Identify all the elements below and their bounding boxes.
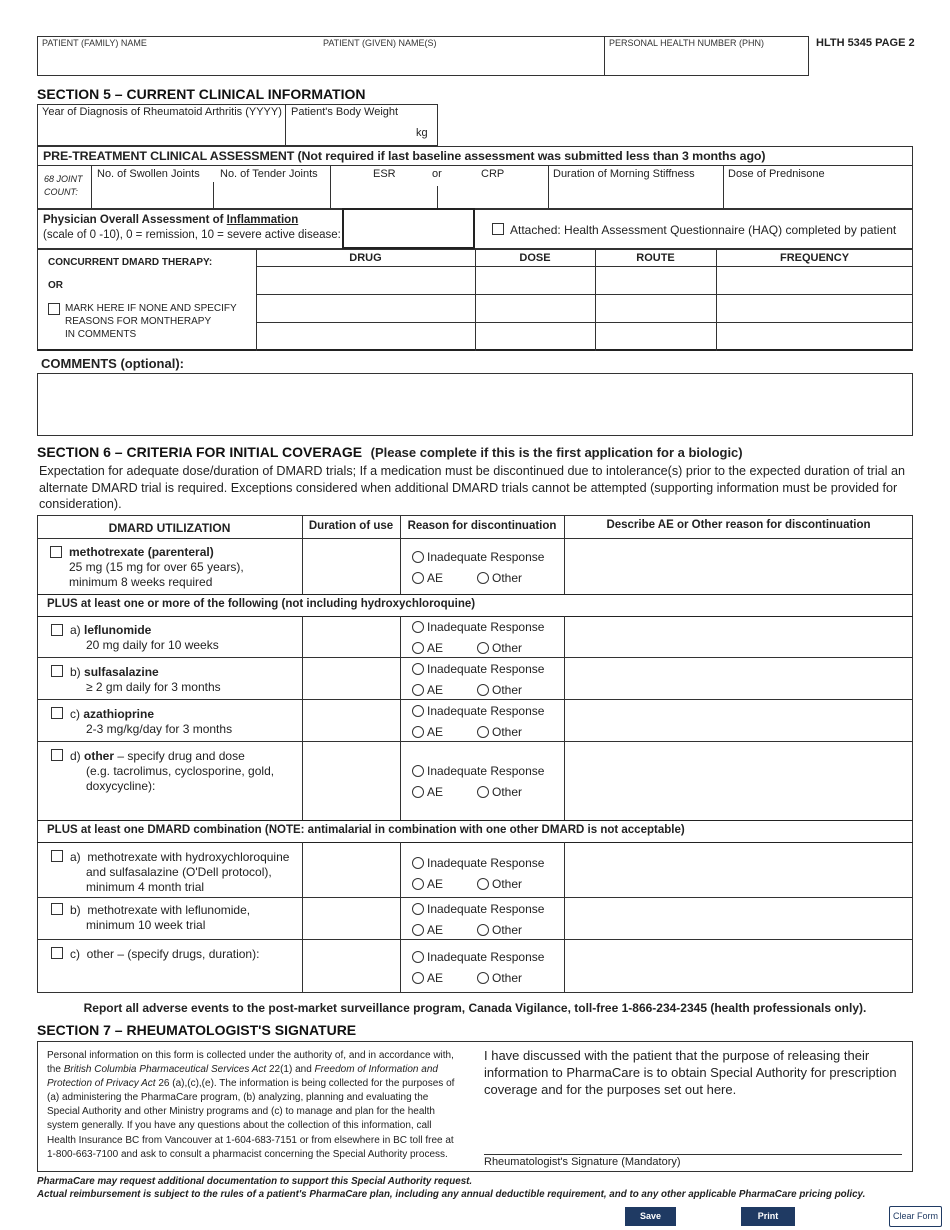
row-line-b: [37, 699, 913, 700]
combo-b-duration-field[interactable]: [304, 900, 398, 937]
radio-icon: [477, 642, 489, 654]
radio-icon: [412, 857, 424, 869]
dmard-col2-line-3: [564, 616, 565, 820]
comments-field[interactable]: [37, 373, 913, 436]
radio-icon: [412, 878, 424, 890]
plus2-bottom: [37, 842, 913, 843]
azathioprine-opt-inadequate[interactable]: [412, 704, 544, 718]
given-name-label: PATIENT (GIVEN) NAME(S): [323, 38, 437, 48]
combo-c-label: c) other – (specify drugs, duration):: [70, 947, 260, 961]
section6-title: SECTION 6 – CRITERIA FOR INITIAL COVERAGE: [37, 444, 363, 460]
other-drug-rest: – specify drug and dose: [114, 749, 245, 763]
sulfasalazine-checkbox[interactable]: [51, 665, 63, 677]
concurrent-hline-1: [256, 294, 913, 295]
opt-label: Other: [492, 923, 523, 937]
opt-label: Inadequate Response: [427, 950, 545, 964]
azathioprine-prefix: c): [70, 707, 80, 721]
combo-a-line2: and sulfasalazine (O'Dell protocol),: [86, 865, 272, 879]
opt-label: AE: [427, 683, 444, 697]
combo-a-duration-field[interactable]: [304, 845, 398, 895]
combo-b-describe-field[interactable]: [566, 900, 911, 937]
comments-label: COMMENTS (optional):: [41, 356, 184, 371]
crp-field[interactable]: [440, 183, 545, 207]
combo-c-duration-field[interactable]: [304, 942, 398, 991]
mtx-checkbox[interactable]: [50, 546, 62, 558]
body-weight-label: Patient's Body Weight: [291, 106, 399, 118]
opt-label: Other: [492, 683, 523, 697]
joint-count-label: 68 JOINT COUNT:: [44, 174, 83, 197]
esr-label: ESR: [373, 168, 396, 180]
pretreatment-divider: [37, 165, 913, 166]
radio-icon: [412, 705, 424, 717]
signature-field[interactable]: [484, 1110, 902, 1153]
family-name-label: PATIENT (FAMILY) NAME: [42, 38, 147, 48]
other-drug-examples-2: doxycycline):: [86, 779, 156, 793]
concurrent-row-3[interactable]: [258, 324, 911, 349]
mtx-opt-ae[interactable]: [412, 571, 443, 585]
azathioprine-label: [70, 707, 154, 721]
mark-none-line3: IN COMMENTS: [65, 329, 137, 340]
dmard-col3-line-3: [564, 842, 565, 993]
combo-b-opt-inadequate[interactable]: [412, 902, 544, 916]
other-drug-duration-field[interactable]: [304, 744, 398, 818]
leflunomide-describe-field[interactable]: [566, 619, 911, 655]
mark-none-checkbox[interactable]: [48, 303, 60, 315]
azathioprine-duration-field[interactable]: [304, 702, 398, 739]
opt-label: Inadequate Response: [427, 856, 545, 870]
physician-label-a: Physician Overall Assessment of: [43, 214, 227, 226]
combo-line-a: [37, 897, 913, 898]
section6-intro: Expectation for adequate dose/duration of DMARD trials; If a medication must be discontinued due to intolerance(s) prior to the expected duration of trial an alternate DMARD trial is required. Exceptions considered when additional DMARD trials cannot be attempted (supporting information must be provided for consideration).: [39, 464, 905, 511]
radio-icon: [412, 642, 424, 654]
dmard-header-line: [37, 538, 913, 539]
opt-label: AE: [427, 571, 444, 585]
mtx-duration-field[interactable]: [304, 541, 398, 593]
col-route-header: ROUTE: [636, 252, 675, 264]
pretreatment-title: PRE-TREATMENT CLINICAL ASSESSMENT (Not required if last baseline assessment was submitted less than 3 months ago): [43, 149, 766, 163]
opt-label: Other: [492, 725, 523, 739]
mtx-describe-field[interactable]: [566, 541, 911, 593]
azathioprine-name: azathioprine: [83, 707, 155, 721]
combo-a-opt-ae[interactable]: [412, 877, 443, 891]
esr-field[interactable]: [333, 183, 433, 207]
azathioprine-opt-ae[interactable]: [412, 725, 443, 739]
sulfasalazine-name: sulfasalazine: [84, 665, 159, 679]
footer-line2: Actual reimbursement is subject to the rules of a patient's PharmaCare plan, including any annual deductible requirement, and to any other applicable PharmaCare pricing policy.: [37, 1189, 866, 1200]
other-drug-describe-field[interactable]: [566, 744, 911, 818]
col-frequency-header: FREQUENCY: [779, 252, 850, 264]
body-weight-unit: kg: [416, 127, 428, 139]
leflunomide-prefix: a): [70, 623, 81, 637]
other-drug-opt-other[interactable]: [477, 785, 522, 799]
physician-assessment-field[interactable]: [342, 208, 475, 249]
opt-label: Inadequate Response: [427, 620, 545, 634]
footer-line1: PharmaCare may request additional documentation to support this Special Authority request.: [37, 1176, 473, 1187]
dmard-col3-line-2: [400, 842, 401, 993]
combo-a-opt-other[interactable]: [477, 877, 522, 891]
joint-divider-4: [548, 165, 549, 209]
concurrent-hline-2: [256, 322, 913, 323]
sulfasalazine-dose: ≥ 2 gm daily for 3 months: [86, 680, 221, 694]
phn-field[interactable]: [607, 50, 805, 72]
radio-icon: [477, 786, 489, 798]
row-line-c: [37, 741, 913, 742]
radio-icon: [477, 878, 489, 890]
radio-icon: [477, 684, 489, 696]
combo-a-describe-field[interactable]: [566, 845, 911, 895]
plus2-label: PLUS at least one DMARD combination (NOTE: antimalarial in combination with one other DMARD is not acceptable): [47, 824, 685, 836]
sulfasalazine-duration-field[interactable]: [304, 660, 398, 697]
opt-label: AE: [427, 971, 444, 985]
col-drug-header: DRUG: [349, 252, 382, 264]
privacy-act-1: British Columbia Pharmaceutical Services Act: [63, 1064, 267, 1076]
radio-icon: [412, 726, 424, 738]
physician-scale-label: (scale of 0 -10), 0 = remission, 10 = severe active disease:: [43, 229, 341, 241]
swollen-joints-field[interactable]: [93, 183, 211, 207]
tender-joints-field[interactable]: [215, 183, 325, 207]
combo-c-opt-other[interactable]: [477, 971, 522, 985]
radio-icon: [477, 924, 489, 936]
combo-c-opt-ae[interactable]: [412, 971, 443, 985]
opt-label: Other: [492, 571, 523, 585]
mark-none-line2: REASONS FOR MONTHERAPY: [65, 316, 212, 327]
given-name-field[interactable]: [320, 50, 600, 72]
save-button[interactable]: Save: [625, 1207, 676, 1226]
signature-label: Rheumatologist's Signature (Mandatory): [484, 1156, 681, 1168]
combo-c-checkbox[interactable]: [51, 947, 63, 959]
combo-b-opt-ae[interactable]: [412, 923, 443, 937]
opt-label: Other: [492, 641, 523, 655]
radio-icon: [477, 726, 489, 738]
combo-b-opt-other[interactable]: [477, 923, 522, 937]
radio-icon: [477, 572, 489, 584]
leflunomide-checkbox[interactable]: [51, 624, 63, 636]
concurrent-row-1[interactable]: [258, 268, 911, 293]
radio-icon: [412, 786, 424, 798]
opt-label: AE: [427, 785, 444, 799]
dmard-col3-line-1: [302, 842, 303, 993]
dmard-col-duration: Duration of use: [308, 520, 394, 532]
privacy-text-3: 26 (a),(c),(e). The information is being collected for the purposes of (a) administering the PharmaCare program, (b) analyzing, planning and evaluating the Special Authority and other Ministry programs and (c) to manage and plan for the health system generally. If you have any questions about the collection of this information, call Health Insurance BC from Vancouver at 1-604-683-7151 or from elsewhere in BC toll free at 1-800-663-7100 and ask to consult a pharmacist concerning the Special Authority process.: [47, 1078, 455, 1160]
phn-label: PERSONAL HEALTH NUMBER (PHN): [609, 38, 765, 48]
swollen-joints-label: No. of Swollen Joints: [97, 168, 200, 180]
form-id: HLTH 5345 PAGE 2: [816, 37, 915, 49]
radio-icon: [412, 972, 424, 984]
opt-label: AE: [427, 641, 444, 655]
radio-icon: [412, 951, 424, 963]
section5-title: SECTION 5 – CURRENT CLINICAL INFORMATION: [37, 86, 366, 102]
privacy-text-2: 22(1) and: [266, 1064, 315, 1076]
header-divider: [604, 36, 605, 76]
joint-divider-2: [213, 182, 214, 209]
section7-title: SECTION 7 – RHEUMATOLOGIST'S SIGNATURE: [37, 1022, 357, 1038]
radio-icon: [412, 663, 424, 675]
opt-label: Inadequate Response: [427, 902, 545, 916]
dmard-col-describe: Describe AE or Other reason for discontinuation: [606, 519, 871, 531]
concurrent-label: CONCURRENT DMARD THERAPY:: [48, 257, 213, 268]
concurrent-hline-0: [256, 266, 913, 267]
other-drug-name: other: [84, 749, 115, 763]
consent-statement: I have discussed with the patient that the purpose of releasing their information to PharmaCare is to obtain Special Authority for prescription coverage and for the purposes set out here.: [484, 1048, 897, 1097]
combo-c-describe-field[interactable]: [566, 942, 911, 991]
sulfasalazine-opt-inadequate[interactable]: [412, 662, 544, 676]
esr-crp-divider: [437, 186, 438, 209]
combo-b-label: b) methotrexate with leflunomide,: [70, 903, 251, 917]
or-caps-label: OR: [48, 280, 63, 291]
print-button[interactable]: Print: [741, 1207, 795, 1226]
opt-label: Other: [492, 877, 523, 891]
plus1-bottom: [37, 616, 913, 617]
opt-label: Inadequate Response: [427, 550, 545, 564]
prednisone-field[interactable]: [725, 183, 910, 207]
radio-icon: [412, 572, 424, 584]
joint-divider-5: [723, 165, 724, 209]
or-label: or: [432, 168, 442, 180]
physician-label-b: Inflammation: [226, 214, 299, 226]
report-adverse-events: Report all adverse events to the post-market surveillance program, Canada Vigilance, toll-free 1-866-234-2345 (health professionals only).: [83, 1001, 867, 1015]
row-line-a: [37, 657, 913, 658]
plus1-label: PLUS at least one or more of the following (not including hydroxychloroquine): [47, 598, 476, 610]
mark-none-label: [65, 302, 237, 341]
leflunomide-opt-ae[interactable]: [412, 641, 443, 655]
mtx-dose: 25 mg (15 mg for over 65 years),: [69, 560, 244, 574]
sulfasalazine-opt-other[interactable]: [477, 683, 522, 697]
other-drug-opt-ae[interactable]: [412, 785, 443, 799]
dmard-col2-line-2: [400, 616, 401, 820]
radio-icon: [412, 684, 424, 696]
leflunomide-dose: 20 mg daily for 10 weeks: [86, 638, 219, 652]
stiffness-field[interactable]: [550, 183, 720, 207]
privacy-text-1: Personal information on this form is collected under the authority of, and in accordance with, the: [47, 1050, 454, 1076]
signature-line: [484, 1154, 902, 1155]
other-drug-examples: (e.g. tacrolimus, cyclosporine, gold,: [86, 764, 275, 778]
prednisone-label: Dose of Prednisone: [728, 168, 825, 180]
opt-label: AE: [427, 725, 444, 739]
concurrent-divider-0: [256, 249, 257, 351]
opt-label: Inadequate Response: [427, 704, 545, 718]
col-dose-header: DOSE: [519, 252, 551, 264]
haq-checkbox[interactable]: [492, 223, 504, 235]
radio-icon: [412, 551, 424, 563]
family-name-field[interactable]: [40, 50, 315, 72]
dmard-col-reason: Reason for discontinuation: [407, 520, 557, 532]
radio-icon: [412, 621, 424, 633]
mtx-duration: minimum 8 weeks required: [69, 575, 213, 589]
leflunomide-name: leflunomide: [84, 623, 152, 637]
opt-label: AE: [427, 877, 444, 891]
other-drug-opt-inadequate[interactable]: [412, 764, 544, 778]
mtx-opt-inadequate[interactable]: [412, 550, 544, 564]
crp-label: CRP: [481, 168, 505, 180]
other-drug-prefix: d): [70, 749, 81, 763]
sulfasalazine-opt-ae[interactable]: [412, 683, 443, 697]
mtx-opt-other[interactable]: [477, 571, 522, 585]
leflunomide-label: [70, 623, 151, 637]
combo-b-checkbox[interactable]: [51, 903, 63, 915]
sulfasalazine-label: [70, 665, 159, 679]
mtx-name: methotrexate (parenteral): [69, 545, 214, 559]
other-drug-checkbox[interactable]: [51, 749, 63, 761]
section6-title-row: [37, 444, 743, 462]
joint-divider-1: [91, 165, 92, 209]
opt-label: AE: [427, 923, 444, 937]
combo-line-b: [37, 939, 913, 940]
plus2-top: [37, 820, 913, 821]
combo-a-opt-inadequate[interactable]: [412, 856, 544, 870]
mark-none-line1: MARK HERE IF NONE AND SPECIFY: [65, 303, 237, 314]
clear-form-button[interactable]: Clear Form: [889, 1206, 942, 1227]
leflunomide-opt-other[interactable]: [477, 641, 522, 655]
azathioprine-opt-other[interactable]: [477, 725, 522, 739]
azathioprine-dose: 2-3 mg/kg/day for 3 months: [86, 722, 233, 736]
radio-icon: [412, 924, 424, 936]
year-diagnosis-label: Year of Diagnosis of Rheumatoid Arthritis (YYYY): [42, 106, 282, 118]
plus1-top: [37, 594, 913, 595]
azathioprine-describe-field[interactable]: [566, 702, 911, 739]
leflunomide-duration-field[interactable]: [304, 619, 398, 655]
sulfasalazine-prefix: b): [70, 665, 81, 679]
azathioprine-checkbox[interactable]: [51, 707, 63, 719]
opt-label: Other: [492, 785, 523, 799]
leflunomide-opt-inadequate[interactable]: [412, 620, 544, 634]
combo-b-line2: minimum 10 week trial: [86, 918, 206, 932]
joint-divider-3: [330, 165, 331, 209]
dmard-col-utilization: DMARD UTILIZATION: [108, 521, 231, 535]
radio-icon: [412, 903, 424, 915]
privacy-act-2: Freedom of Information and Protection of Privacy Act: [47, 1064, 438, 1090]
opt-label: Other: [492, 971, 523, 985]
combo-a-checkbox[interactable]: [51, 850, 63, 862]
opt-label: Inadequate Response: [427, 662, 545, 676]
physician-assessment-label: [43, 214, 298, 226]
dmard-col2-line-1: [302, 616, 303, 820]
other-drug-label: [70, 749, 245, 763]
tender-joints-label: No. of Tender Joints: [220, 168, 318, 180]
section6-subtitle: (Please complete if this is the first application for a biologic): [370, 445, 743, 460]
radio-icon: [412, 765, 424, 777]
radio-icon: [477, 972, 489, 984]
opt-label: Inadequate Response: [427, 764, 545, 778]
stiffness-label: Duration of Morning Stiffness: [553, 168, 695, 180]
combo-c-opt-inadequate[interactable]: [412, 950, 544, 964]
concurrent-row-2[interactable]: [258, 296, 911, 321]
sulfasalazine-describe-field[interactable]: [566, 660, 911, 697]
combo-a-label: a) methotrexate with hydroxychloroquine: [70, 850, 290, 864]
haq-label: Attached: Health Assessment Questionnaire (HAQ) completed by patient: [510, 223, 897, 237]
privacy-notice: [47, 1049, 463, 1162]
combo-a-line3: minimum 4 month trial: [86, 880, 205, 894]
